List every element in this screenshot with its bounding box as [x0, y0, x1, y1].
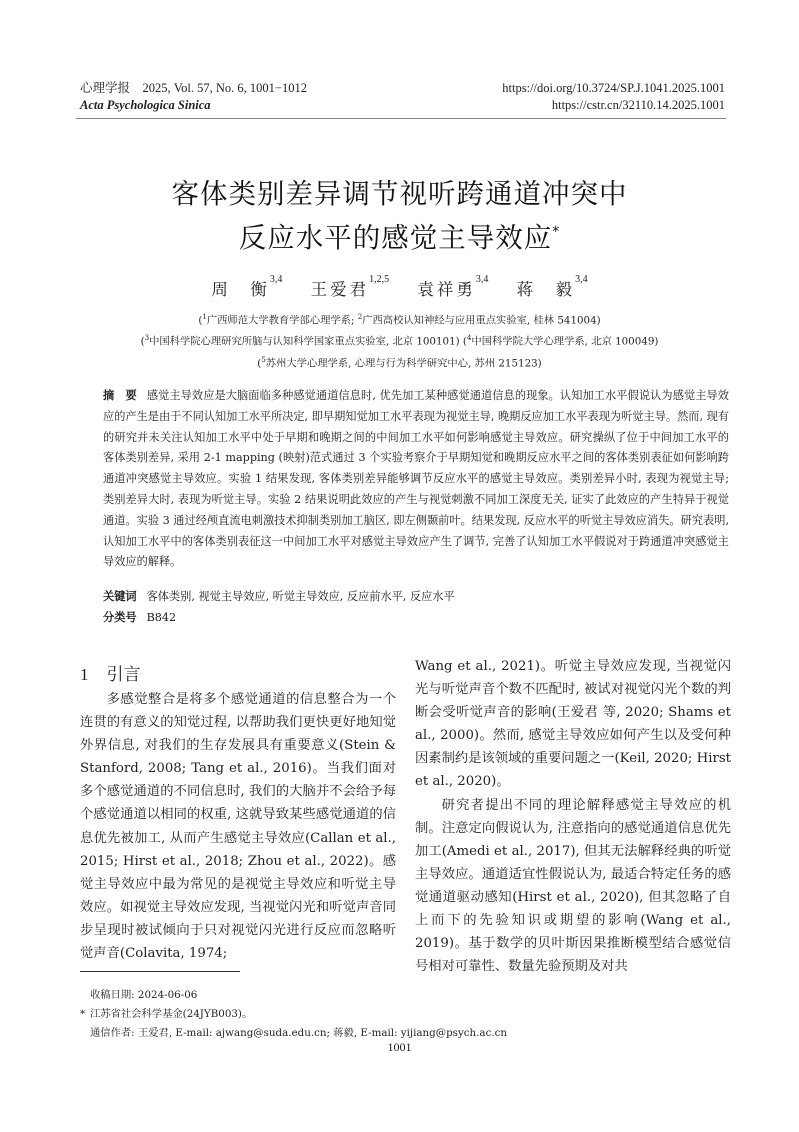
classification	[103, 608, 176, 628]
author-name: 蒋 毅	[516, 280, 576, 299]
journal-name-cn: 心理学报	[80, 81, 131, 95]
footnote-star: *	[80, 1008, 86, 1020]
affiliation-sup: 4	[466, 334, 472, 343]
cstr-link[interactable]: https://cstr.cn/32110.14.2025.1001	[551, 98, 725, 112]
affiliation-line: ($^5$苏州大学心理学系, 心理与行为科学研究中心, 苏州 215123)	[257, 355, 542, 370]
affiliation-line: ($^1$广西师范大学教育学部心理学系; $^2$广西高校认知神经与应用重点实验室, 桂林 541004)	[198, 313, 601, 327]
author-affiliation-sup: 3,4	[475, 274, 489, 285]
affiliations	[0, 308, 799, 372]
header-divider	[76, 118, 726, 119]
correspondence-author-2[interactable]: 蒋毅, E-mail: yijiang@psych.ac.cn	[333, 1027, 508, 1039]
doi-link[interactable]: https://doi.org/10.3724/SP.J.1041.2025.1001	[502, 81, 725, 95]
keywords-label: 关键词	[103, 590, 137, 603]
affiliation-text: 中国科学院大学心理学系, 北京 100049)	[471, 335, 659, 348]
funding-text: 江苏省社会科学基金(24JYB003)。	[90, 1008, 253, 1020]
funding-note	[80, 1005, 507, 1024]
body-paragraph: 多感觉整合是将多个感觉通道的信息整合为一个连贯的有意义的知觉过程, 以帮助我们更快更好地知觉外界信息, 对我们的生存发展具有重要意义(Stein & Stanford, 2008; Tang et al., 2016)。当我们面对多个感觉通道的不同信息时, 我们的大脑并不会给予每个感觉通道以相同的权重, 这就导致某些感觉通道的信息优先被加工, 从而产生感觉主导效应(Callan et al., 2015; Hirst et al., 2018; Zhou et al., 2022)。感觉主导效应中最为常见的是视觉主导效应和听觉主导效应。如视觉主导效应发现, 当视觉闪光和听觉声音同步呈现时被试倾向于只对视觉闪光进行反应而忽略听觉声音(Colavita, 1974;	[80, 692, 396, 962]
body-paragraph: Wang et al., 2021)。听觉主导效应发现, 当视觉闪光与听觉声音个数不匹配时, 被试对视觉闪光个数的判断会受听觉声音的影响(王爱君 等, 2020; Shams et al., 2000)。然而, 感觉主导效应如何产生以及受何种因素制约是该领域的重要问题之一(Keil, 2020; Hirst et al., 2020)。	[415, 659, 731, 790]
journal-name-en: Acta Psychologica Sinica	[80, 98, 211, 112]
affiliation-text: 广西师范大学教育学部心理学系;	[206, 314, 355, 327]
affiliation-text: 中国科学院心理研究所脑与认知科学国家重点实验室, 北京 100101) (	[149, 335, 467, 348]
affiliation-text: 广西高校认知神经与应用重点实验室, 桂林 541004)	[362, 314, 601, 327]
section-title: 引言	[106, 665, 141, 685]
footnote-divider	[80, 971, 240, 972]
affiliation-text: 苏州大学心理学系, 心理与行为科学研究中心, 苏州 215123)	[265, 357, 542, 370]
title-line-1: 客体类别差异调节视听跨通道冲突中	[171, 178, 628, 210]
classification-label: 分类号	[103, 611, 137, 624]
body-paragraph: 研究者提出不同的理论解释感觉主导效应的机制。注意定向假说认为, 注意指向的感觉通道信息优先加工(Amedi et al., 2017), 但其无法解释经典的听觉主导效应。通道适宜性假说认为, 最适合特定任务的感觉通道驱动感知(Hirst et al., 2020), 但其忽略了自上而下的先验知识或期望的影响(Wang et al., 2019)。基于数学的贝叶斯因果推断模型结合感觉信号相对可靠性、数量先验预期及对共	[415, 797, 731, 975]
running-header-right	[502, 80, 725, 114]
footnotes	[80, 986, 507, 1043]
affiliation-sup: 5	[261, 355, 266, 364]
section-heading	[80, 660, 141, 685]
author-affiliation-sup: 3,4	[575, 274, 588, 285]
abstract	[103, 386, 729, 573]
author	[417, 274, 489, 299]
author-list	[0, 276, 799, 300]
title-line-2-text: 反应水平的感觉主导效应	[238, 222, 553, 254]
keywords-text: 客体类别, 视觉主导效应, 听觉主导效应, 反应前水平, 反应水平	[146, 590, 455, 603]
running-header-left	[80, 80, 307, 114]
keywords	[103, 587, 455, 607]
author-name: 王爱君	[310, 280, 370, 299]
classification-code: B842	[146, 611, 177, 624]
author	[516, 274, 588, 299]
affiliation-line: ($^3$中国科学院心理研究所脑与认知科学国家重点实验室, 北京 100101) ($^4$中国科学院大学心理学系, 北京 100049)	[140, 334, 659, 348]
title-line-2	[0, 216, 799, 260]
author-affiliation-sup: 3,4	[269, 274, 283, 285]
correspondence-label: 通信作者:	[90, 1027, 138, 1039]
body-column-right	[415, 655, 731, 978]
author-affiliation-sup: 1,2,5	[369, 274, 390, 285]
citation-info: 2025, Vol. 57, No. 6, 1001−1012	[142, 81, 307, 95]
author	[310, 274, 390, 299]
author-name: 袁祥勇	[417, 280, 476, 299]
abstract-label: 摘 要	[103, 389, 137, 402]
abstract-text: 感觉主导效应是大脑面临多种感觉通道信息时, 优先加工某种感觉通道信息的现象。认知加工水平假说认为感觉主导效应的产生是由于不同认知加工水平所决定, 即早期知觉加工水平表现为视觉主导, 晚期反应加工水平表现为听觉主导。然而, 现有的研究并未关注认知加工水平中处于早期和晚期之间的中间加工水平如何影响感觉主导效应。研究操纵了位于中间加工水平的客体类别差异, 采用 2-1 mapping (映射)范式通过 3 个实验考察介于早期知觉和晚期反应水平之间的客体类别表征如何影响跨通道冲突感觉主导效应。实验 1 结果发现, 客体类别差异能够调节反应水平的感觉主导效应。类别差异小时, 表现为视觉主导; 类别差异大时, 表现为听觉主导。实验 2 结果说明此效应的产生与视觉刺激不同加工深度无关, 证实了此效应的产生特异于视觉通道。实验 3 通过经颅直流电刺激技术抑制类别加工脑区, 即左侧颞前叶。结果发现, 反应水平的听觉主导效应消失。研究表明, 认知加工水平中的客体类别表征这一中间加工水平对感觉主导效应产生了调节, 完善了认知加工水平假说对于跨通道冲突感觉主导效应的解释。	[103, 389, 729, 569]
section-number: 1	[80, 665, 89, 684]
page-number: 1001	[387, 1040, 412, 1054]
paper-title	[0, 172, 799, 260]
body-column-left	[80, 688, 396, 965]
affiliation-sup: 1	[202, 313, 207, 321]
received-date: 收稿日期: 2024-06-06	[90, 989, 198, 1001]
affiliation-sup: 2	[357, 313, 363, 321]
author	[211, 274, 283, 299]
author-name: 周 衡	[211, 280, 270, 299]
affiliation-sup: 3	[144, 334, 150, 343]
correspondence-author-1[interactable]: 王爱君, E-mail: ajwang@suda.edu.cn;	[137, 1027, 334, 1039]
funding-footnote-marker[interactable]: *	[552, 224, 561, 240]
journal-citation	[80, 80, 307, 97]
